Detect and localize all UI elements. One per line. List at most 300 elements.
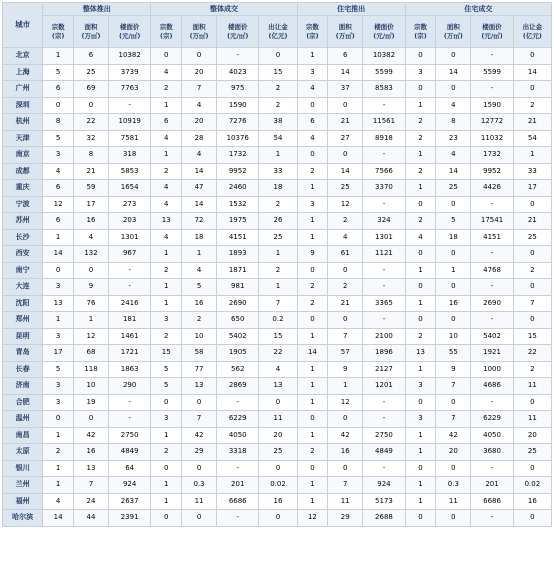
- table-cell: 25: [259, 229, 297, 246]
- table-cell: 4: [182, 97, 217, 114]
- table-row: [3, 510, 552, 527]
- table-cell: 0: [151, 394, 182, 411]
- table-cell: 0: [328, 147, 363, 164]
- table-cell: 3318: [217, 444, 259, 461]
- table-cell: 64: [108, 460, 150, 477]
- table-cell: 3365: [363, 295, 405, 312]
- table-cell: 1: [151, 493, 182, 510]
- table-cell: 1: [151, 147, 182, 164]
- table-cell: 4426: [471, 180, 513, 197]
- table-cell: 9952: [217, 163, 259, 180]
- table-cell: 2: [328, 279, 363, 296]
- table-cell: 7: [73, 477, 108, 494]
- table-cell: 7566: [363, 163, 405, 180]
- city-cell: 南昌: [3, 427, 43, 444]
- table-cell: 2: [297, 444, 328, 461]
- city-cell: 西安: [3, 246, 43, 263]
- table-cell: 25: [436, 180, 471, 197]
- table-cell: 0: [182, 48, 217, 65]
- table-cell: 1: [259, 279, 297, 296]
- table-cell: 3: [297, 64, 328, 81]
- table-cell: 3370: [363, 180, 405, 197]
- table-cell: 2637: [108, 493, 150, 510]
- column-header: 出让金 (亿元): [513, 16, 551, 48]
- table-cell: 7: [182, 411, 217, 428]
- city-cell: 昆明: [3, 328, 43, 345]
- table-cell: -: [217, 460, 259, 477]
- city-cell: 兰州: [3, 477, 43, 494]
- table-cell: 0: [328, 262, 363, 279]
- table-cell: 4151: [217, 229, 259, 246]
- table-cell: 4050: [471, 427, 513, 444]
- table-row: [3, 295, 552, 312]
- column-header: 楼面价 (元/㎡): [217, 16, 259, 48]
- table-cell: 25: [328, 180, 363, 197]
- table-cell: 1975: [217, 213, 259, 230]
- table-cell: 14: [436, 163, 471, 180]
- table-cell: -: [108, 97, 150, 114]
- table-cell: 3: [43, 328, 74, 345]
- table-row: [3, 328, 552, 345]
- table-cell: 1301: [363, 229, 405, 246]
- table-cell: 0: [436, 196, 471, 213]
- table-cell: 14: [297, 345, 328, 362]
- table-cell: 17: [73, 196, 108, 213]
- table-cell: 11561: [363, 114, 405, 131]
- table-cell: 1121: [363, 246, 405, 263]
- table-cell: 17541: [471, 213, 513, 230]
- table-cell: -: [471, 196, 513, 213]
- table-cell: 20: [513, 427, 551, 444]
- table-cell: -: [363, 147, 405, 164]
- table-cell: 0: [328, 460, 363, 477]
- table-cell: 2: [259, 196, 297, 213]
- table-cell: 2: [297, 295, 328, 312]
- table-cell: 6: [43, 180, 74, 197]
- table-cell: 0: [405, 279, 436, 296]
- table-cell: 2: [151, 81, 182, 98]
- table-cell: 4: [182, 262, 217, 279]
- table-cell: 44: [73, 510, 108, 527]
- table-cell: 2: [328, 213, 363, 230]
- table-cell: 14: [513, 64, 551, 81]
- table-cell: 2: [43, 444, 74, 461]
- column-header: 宗数 (宗): [405, 16, 436, 48]
- table-cell: 7: [328, 477, 363, 494]
- table-cell: 26: [259, 213, 297, 230]
- table-cell: 8583: [363, 81, 405, 98]
- table-cell: 1: [151, 97, 182, 114]
- table-row: [3, 427, 552, 444]
- table-cell: 2: [405, 163, 436, 180]
- table-cell: 0: [513, 394, 551, 411]
- table-cell: 13: [43, 295, 74, 312]
- table-cell: 16: [513, 493, 551, 510]
- table-cell: 1: [405, 180, 436, 197]
- table-body: [3, 48, 552, 527]
- table-cell: -: [363, 262, 405, 279]
- table-cell: 10382: [363, 48, 405, 65]
- city-cell: 银川: [3, 460, 43, 477]
- table-cell: 2127: [363, 361, 405, 378]
- table-cell: -: [108, 262, 150, 279]
- table-cell: 201: [471, 477, 513, 494]
- table-cell: 25: [513, 444, 551, 461]
- table-cell: 22: [513, 345, 551, 362]
- table-cell: 28: [182, 130, 217, 147]
- table-cell: 1: [43, 48, 74, 65]
- table-cell: 3: [43, 147, 74, 164]
- table-cell: 61: [328, 246, 363, 263]
- column-header: 面积 (万㎡): [328, 16, 363, 48]
- table-cell: 1: [297, 378, 328, 395]
- table-cell: 9: [73, 279, 108, 296]
- table-cell: 1590: [217, 97, 259, 114]
- table-cell: 14: [182, 196, 217, 213]
- table-cell: 0: [513, 196, 551, 213]
- table-cell: -: [363, 460, 405, 477]
- table-cell: 3: [297, 196, 328, 213]
- table-cell: 324: [363, 213, 405, 230]
- table-cell: 27: [328, 130, 363, 147]
- table-cell: 0: [436, 246, 471, 263]
- table-cell: 1: [297, 180, 328, 197]
- table-cell: 14: [328, 163, 363, 180]
- table-cell: 76: [73, 295, 108, 312]
- table-cell: 42: [73, 427, 108, 444]
- table-cell: 4151: [471, 229, 513, 246]
- table-cell: 33: [259, 163, 297, 180]
- table-cell: 0: [405, 81, 436, 98]
- table-cell: 1: [297, 493, 328, 510]
- table-cell: 1: [43, 312, 74, 329]
- table-cell: 0: [405, 394, 436, 411]
- group-header-overall-deal: 整体成交: [151, 3, 297, 16]
- table-cell: -: [363, 97, 405, 114]
- city-cell: 郑州: [3, 312, 43, 329]
- table-row: [3, 130, 552, 147]
- table-cell: 3739: [108, 64, 150, 81]
- city-cell: 济南: [3, 378, 43, 395]
- table-cell: 0: [297, 262, 328, 279]
- table-cell: 0: [259, 460, 297, 477]
- table-cell: 22: [259, 345, 297, 362]
- table-cell: -: [108, 411, 150, 428]
- table-cell: 57: [328, 345, 363, 362]
- table-cell: 0: [259, 510, 297, 527]
- table-cell: 11: [513, 378, 551, 395]
- city-cell: 青岛: [3, 345, 43, 362]
- table-cell: 201: [217, 477, 259, 494]
- table-cell: 3: [405, 411, 436, 428]
- table-cell: 10376: [217, 130, 259, 147]
- table-cell: 14: [436, 64, 471, 81]
- table-cell: 29: [328, 510, 363, 527]
- table-cell: 1732: [471, 147, 513, 164]
- city-cell: 长沙: [3, 229, 43, 246]
- table-cell: 10: [73, 378, 108, 395]
- table-cell: 5: [151, 378, 182, 395]
- table-cell: 20: [182, 114, 217, 131]
- city-header: 城市: [3, 3, 43, 48]
- table-cell: 3: [43, 378, 74, 395]
- table-row: [3, 493, 552, 510]
- table-row: [3, 163, 552, 180]
- table-cell: 203: [108, 213, 150, 230]
- table-cell: 0: [43, 262, 74, 279]
- table-cell: 6: [328, 48, 363, 65]
- table-cell: 0: [259, 394, 297, 411]
- column-header: 出让金 (亿元): [259, 16, 297, 48]
- table-cell: 7: [436, 411, 471, 428]
- column-header: 宗数 (宗): [151, 16, 182, 48]
- table-cell: 6229: [217, 411, 259, 428]
- table-cell: 1301: [108, 229, 150, 246]
- table-cell: 1: [513, 147, 551, 164]
- table-cell: 2: [513, 97, 551, 114]
- column-header: 面积 (万㎡): [182, 16, 217, 48]
- table-row: [3, 361, 552, 378]
- table-cell: -: [108, 394, 150, 411]
- city-cell: 北京: [3, 48, 43, 65]
- table-cell: 8918: [363, 130, 405, 147]
- table-cell: 14: [182, 163, 217, 180]
- table-cell: 15: [513, 328, 551, 345]
- table-cell: 1921: [471, 345, 513, 362]
- table-cell: 13: [182, 378, 217, 395]
- table-cell: 29: [182, 444, 217, 461]
- table-cell: 1: [405, 262, 436, 279]
- group-header-residential-launch: 住宅推出: [297, 3, 405, 16]
- table-cell: 1: [182, 246, 217, 263]
- table-cell: 0: [513, 510, 551, 527]
- table-cell: 9: [436, 361, 471, 378]
- table-cell: 4: [43, 163, 74, 180]
- table-cell: 33: [513, 163, 551, 180]
- table-cell: 10: [182, 328, 217, 345]
- city-cell: 太原: [3, 444, 43, 461]
- table-cell: 0: [182, 394, 217, 411]
- table-cell: 22: [73, 114, 108, 131]
- table-cell: 4768: [471, 262, 513, 279]
- table-cell: 6: [151, 114, 182, 131]
- table-cell: 16: [73, 444, 108, 461]
- table-cell: 0: [513, 460, 551, 477]
- table-cell: 24: [73, 493, 108, 510]
- table-cell: 16: [73, 213, 108, 230]
- table-cell: 21: [328, 295, 363, 312]
- table-cell: 2: [259, 81, 297, 98]
- table-cell: 290: [108, 378, 150, 395]
- table-cell: 32: [73, 130, 108, 147]
- city-cell: 长春: [3, 361, 43, 378]
- table-cell: 15: [259, 328, 297, 345]
- table-cell: 0: [73, 411, 108, 428]
- table-cell: 1: [297, 213, 328, 230]
- table-cell: 18: [436, 229, 471, 246]
- table-cell: 3: [151, 411, 182, 428]
- table-cell: 1201: [363, 378, 405, 395]
- table-cell: 0: [513, 48, 551, 65]
- table-cell: 4686: [471, 378, 513, 395]
- table-cell: 5: [151, 361, 182, 378]
- table-cell: 0: [513, 312, 551, 329]
- table-cell: 16: [436, 295, 471, 312]
- table-cell: 0: [405, 246, 436, 263]
- table-cell: 1: [436, 262, 471, 279]
- table-cell: 0.2: [259, 312, 297, 329]
- table-cell: 20: [259, 427, 297, 444]
- table-cell: 2: [297, 163, 328, 180]
- table-cell: 0: [436, 312, 471, 329]
- table-cell: 650: [217, 312, 259, 329]
- table-cell: 1: [297, 48, 328, 65]
- table-cell: 1: [405, 361, 436, 378]
- table-cell: -: [471, 81, 513, 98]
- table-cell: 0: [436, 460, 471, 477]
- table-cell: 5: [43, 64, 74, 81]
- table-cell: 4: [151, 130, 182, 147]
- table-cell: 1532: [217, 196, 259, 213]
- table-cell: 4: [151, 180, 182, 197]
- table-row: [3, 477, 552, 494]
- table-cell: 18: [259, 180, 297, 197]
- table-cell: 13: [259, 378, 297, 395]
- table-cell: 10: [436, 328, 471, 345]
- table-cell: 1: [297, 229, 328, 246]
- table-cell: 2: [513, 262, 551, 279]
- table-cell: 2869: [217, 378, 259, 395]
- table-cell: 2: [151, 262, 182, 279]
- table-cell: 13: [405, 345, 436, 362]
- table-cell: 0: [405, 510, 436, 527]
- table-cell: 0: [328, 411, 363, 428]
- table-cell: 1: [259, 246, 297, 263]
- table-cell: 1: [405, 427, 436, 444]
- table-cell: 4: [151, 229, 182, 246]
- table-row: [3, 213, 552, 230]
- table-row: [3, 394, 552, 411]
- column-header-row: [3, 16, 552, 48]
- table-cell: 1: [43, 460, 74, 477]
- table-cell: 0.02: [513, 477, 551, 494]
- table-cell: -: [471, 394, 513, 411]
- table-cell: 2460: [217, 180, 259, 197]
- table-row: [3, 48, 552, 65]
- table-cell: 20: [182, 64, 217, 81]
- table-cell: 4: [259, 361, 297, 378]
- table-cell: -: [217, 510, 259, 527]
- table-cell: -: [108, 279, 150, 296]
- table-cell: 7: [328, 328, 363, 345]
- table-cell: -: [217, 394, 259, 411]
- table-cell: -: [363, 279, 405, 296]
- group-header-residential-deal: 住宅成交: [405, 3, 551, 16]
- table-cell: 20: [436, 444, 471, 461]
- table-cell: 6229: [471, 411, 513, 428]
- table-cell: 16: [328, 444, 363, 461]
- table-cell: 38: [259, 114, 297, 131]
- group-header-overall-launch: 整体推出: [43, 3, 151, 16]
- table-cell: 5599: [471, 64, 513, 81]
- table-cell: 3680: [471, 444, 513, 461]
- table-cell: 14: [43, 510, 74, 527]
- table-cell: 4: [328, 229, 363, 246]
- table-cell: 981: [217, 279, 259, 296]
- table-cell: -: [363, 312, 405, 329]
- table-row: [3, 262, 552, 279]
- table-cell: -: [363, 411, 405, 428]
- table-cell: 0: [436, 510, 471, 527]
- table-cell: 15: [151, 345, 182, 362]
- table-cell: -: [471, 279, 513, 296]
- city-cell: 南京: [3, 147, 43, 164]
- table-cell: 7: [436, 378, 471, 395]
- table-cell: 0.3: [182, 477, 217, 494]
- table-cell: 0: [73, 97, 108, 114]
- table-cell: 7581: [108, 130, 150, 147]
- column-header: 宗数 (宗): [43, 16, 74, 48]
- city-cell: 南宁: [3, 262, 43, 279]
- city-cell: 天津: [3, 130, 43, 147]
- city-cell: 杭州: [3, 114, 43, 131]
- table-cell: 5: [182, 279, 217, 296]
- table-row: [3, 196, 552, 213]
- table-cell: 1: [405, 97, 436, 114]
- table-row: [3, 229, 552, 246]
- table-cell: 59: [73, 180, 108, 197]
- table-row: [3, 81, 552, 98]
- table-cell: 25: [259, 444, 297, 461]
- table-cell: 6686: [217, 493, 259, 510]
- table-cell: 3: [43, 279, 74, 296]
- table-row: [3, 312, 552, 329]
- table-cell: 1: [405, 147, 436, 164]
- table-cell: 1871: [217, 262, 259, 279]
- table-cell: 25: [513, 229, 551, 246]
- table-cell: 7: [182, 81, 217, 98]
- table-cell: 132: [73, 246, 108, 263]
- table-cell: 0: [297, 147, 328, 164]
- city-cell: 福州: [3, 493, 43, 510]
- table-cell: 12: [328, 394, 363, 411]
- table-cell: 14: [43, 246, 74, 263]
- table-cell: 4: [43, 493, 74, 510]
- table-cell: 2: [405, 130, 436, 147]
- table-cell: 5173: [363, 493, 405, 510]
- table-cell: 55: [436, 345, 471, 362]
- table-cell: 0: [297, 312, 328, 329]
- table-cell: 2: [297, 279, 328, 296]
- table-cell: 4: [73, 229, 108, 246]
- table-cell: 118: [73, 361, 108, 378]
- table-cell: 1: [297, 328, 328, 345]
- table-cell: 2688: [363, 510, 405, 527]
- table-cell: 17: [513, 180, 551, 197]
- table-cell: 0.02: [259, 477, 297, 494]
- table-cell: 42: [328, 427, 363, 444]
- table-cell: 0: [513, 279, 551, 296]
- table-cell: 5: [43, 130, 74, 147]
- table-cell: 1: [328, 378, 363, 395]
- table-cell: 181: [108, 312, 150, 329]
- table-cell: 5853: [108, 163, 150, 180]
- table-cell: 42: [436, 427, 471, 444]
- table-cell: 3: [151, 312, 182, 329]
- table-cell: 1732: [217, 147, 259, 164]
- table-cell: 11032: [471, 130, 513, 147]
- table-cell: 1: [259, 147, 297, 164]
